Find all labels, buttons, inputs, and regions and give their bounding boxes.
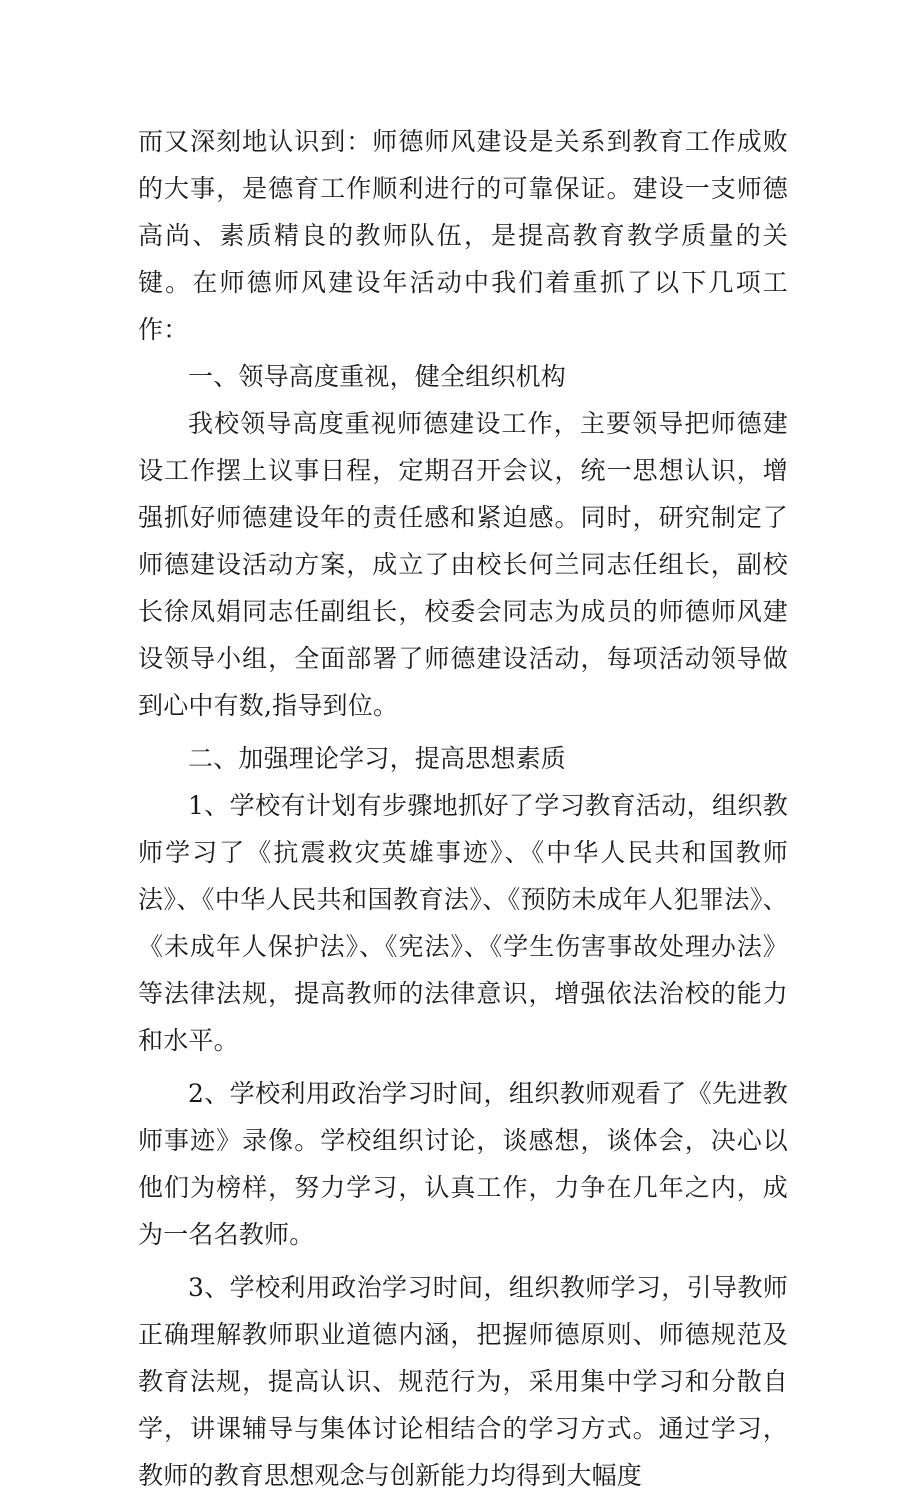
paragraph-item-3: 3、学校利用政治学习时间，组织教师学习，引导教师正确理解教师职业道德内涵，把握师德原则、师德规范及教育法规，提高认识、规范行为，采用集中学习和分散自学，讲课辅导与集体讨论相结合的学习方式。通过学习，教师的教育思想观念与创新能力均得到大幅度 [138,1273,788,1490]
paragraph-item-2: 2、学校利用政治学习时间，组织教师观看了《先进教师事迹》录像。学校组织讨论，谈感想，谈体会，决心以他们为榜样，努力学习，认真工作，力争在几年之内，成为一名名教师。 [138,1079,788,1249]
paragraph-leadership: 我校领导高度重视师德建设工作，主要领导把师德建设工作摆上议事日程，定期召开会议，统一思想认识，增强抓好师德建设年的责任感和紧迫感。同时，研究制定了师德建设活动方案，成立了由校长何兰同志任组长，副校长徐凤娟同志任副组长，校委会同志为成员的师德师风建设领导小组，全面部署了师德建设活动，每项活动领导做到心中有数,指导到位。 [138,409,788,720]
paragraph-continuation: 而又深刻地认识到：师德师风建设是关系到教育工作成败的大事，是德育工作顺利进行的可靠保证。建设一支师德高尚、素质精良的教师队伍，是提高教育教学质量的关键。在师德师风建设年活动中我们着重抓了以下几项工作： [138,127,788,344]
section-heading-1: 一、领导高度重视，健全组织机构 [188,362,567,391]
document-body [138,118,788,1499]
section-heading-2: 二、加强理论学习，提高思想素质 [188,744,567,773]
paragraph-item-1: 1、学校有计划有步骤地抓好了学习教育活动，组织教师学习了《抗震救灾英雄事迹》、《中华人民共和国教师法》、《中华人民共和国教育法》、《预防未成年人犯罪法》、《未成年人保护法》、《宪法》、《学生伤害事故处理办法》等法律法规，提高教师的法律意识，增强依法治校的能力和水平。 [138,791,788,1055]
